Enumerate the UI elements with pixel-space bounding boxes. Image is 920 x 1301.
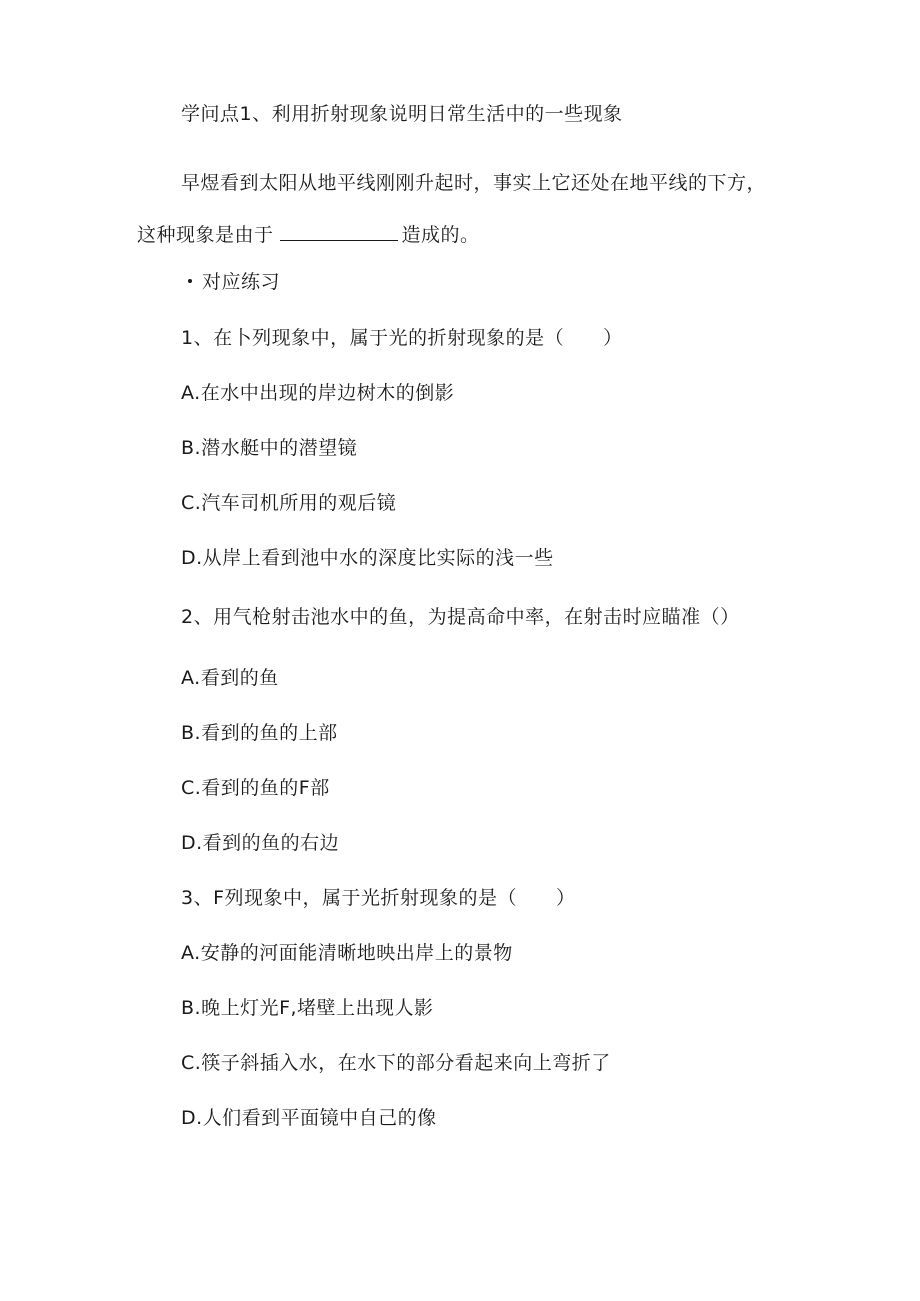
- question-1-option-d: D.从岸上看到池中水的深度比实际的浅一些: [181, 547, 554, 569]
- intro-line-2-after: 造成的。: [401, 224, 480, 246]
- knowledge-point-heading: 学问点1、利用折射现象说明日常生活中的一些现象: [181, 103, 623, 125]
- question-1-option-a: A.在水中出现的岸边树木的倒影: [181, 382, 455, 404]
- question-3-option-d: D.人们看到平面镜中自己的像: [181, 1107, 437, 1129]
- question-2-option-c: C.看到的鱼的F部: [181, 777, 330, 799]
- section-label: [188, 270, 280, 294]
- question-3-option-c: C.筷子斜插入水，在水下的部分看起来向上弯折了: [181, 1052, 611, 1074]
- question-1-stem: 1、在卜列现象中，属于光的折射现象的是（ ）: [181, 327, 623, 349]
- question-2-stem: 2、用气枪射击池水中的鱼，为提高命中率，在射击时应瞄准（）: [181, 606, 740, 628]
- intro-line-2-before: 这种现象是由于: [137, 224, 274, 246]
- question-3-option-b: B.晚上灯光F,堵壁上出现人影: [181, 997, 434, 1019]
- question-3-stem: 3、F列现象中，属于光折射现象的是（ ）: [181, 887, 576, 909]
- section-label-text: 对应练习: [202, 271, 281, 293]
- question-2-option-b: B.看到的鱼的上部: [181, 722, 338, 744]
- question-1-option-b: B.潜水艇中的潜望镜: [181, 437, 358, 459]
- question-1-option-c: C.汽车司机所用的观后镜: [181, 492, 397, 514]
- question-3-option-a: A.安静的河面能清晰地映出岸上的景物: [181, 942, 513, 964]
- question-2-option-d: D.看到的鱼的右边: [181, 832, 340, 854]
- question-2-option-a: A.看到的鱼: [181, 667, 279, 689]
- intro-line-1: 早煜看到太阳从地平线刚刚升起时，事实上它还处在地平线的下方，: [181, 172, 767, 194]
- answer-blank[interactable]: [280, 222, 398, 241]
- bullet-icon: [188, 279, 192, 283]
- intro-line-2: [137, 222, 480, 247]
